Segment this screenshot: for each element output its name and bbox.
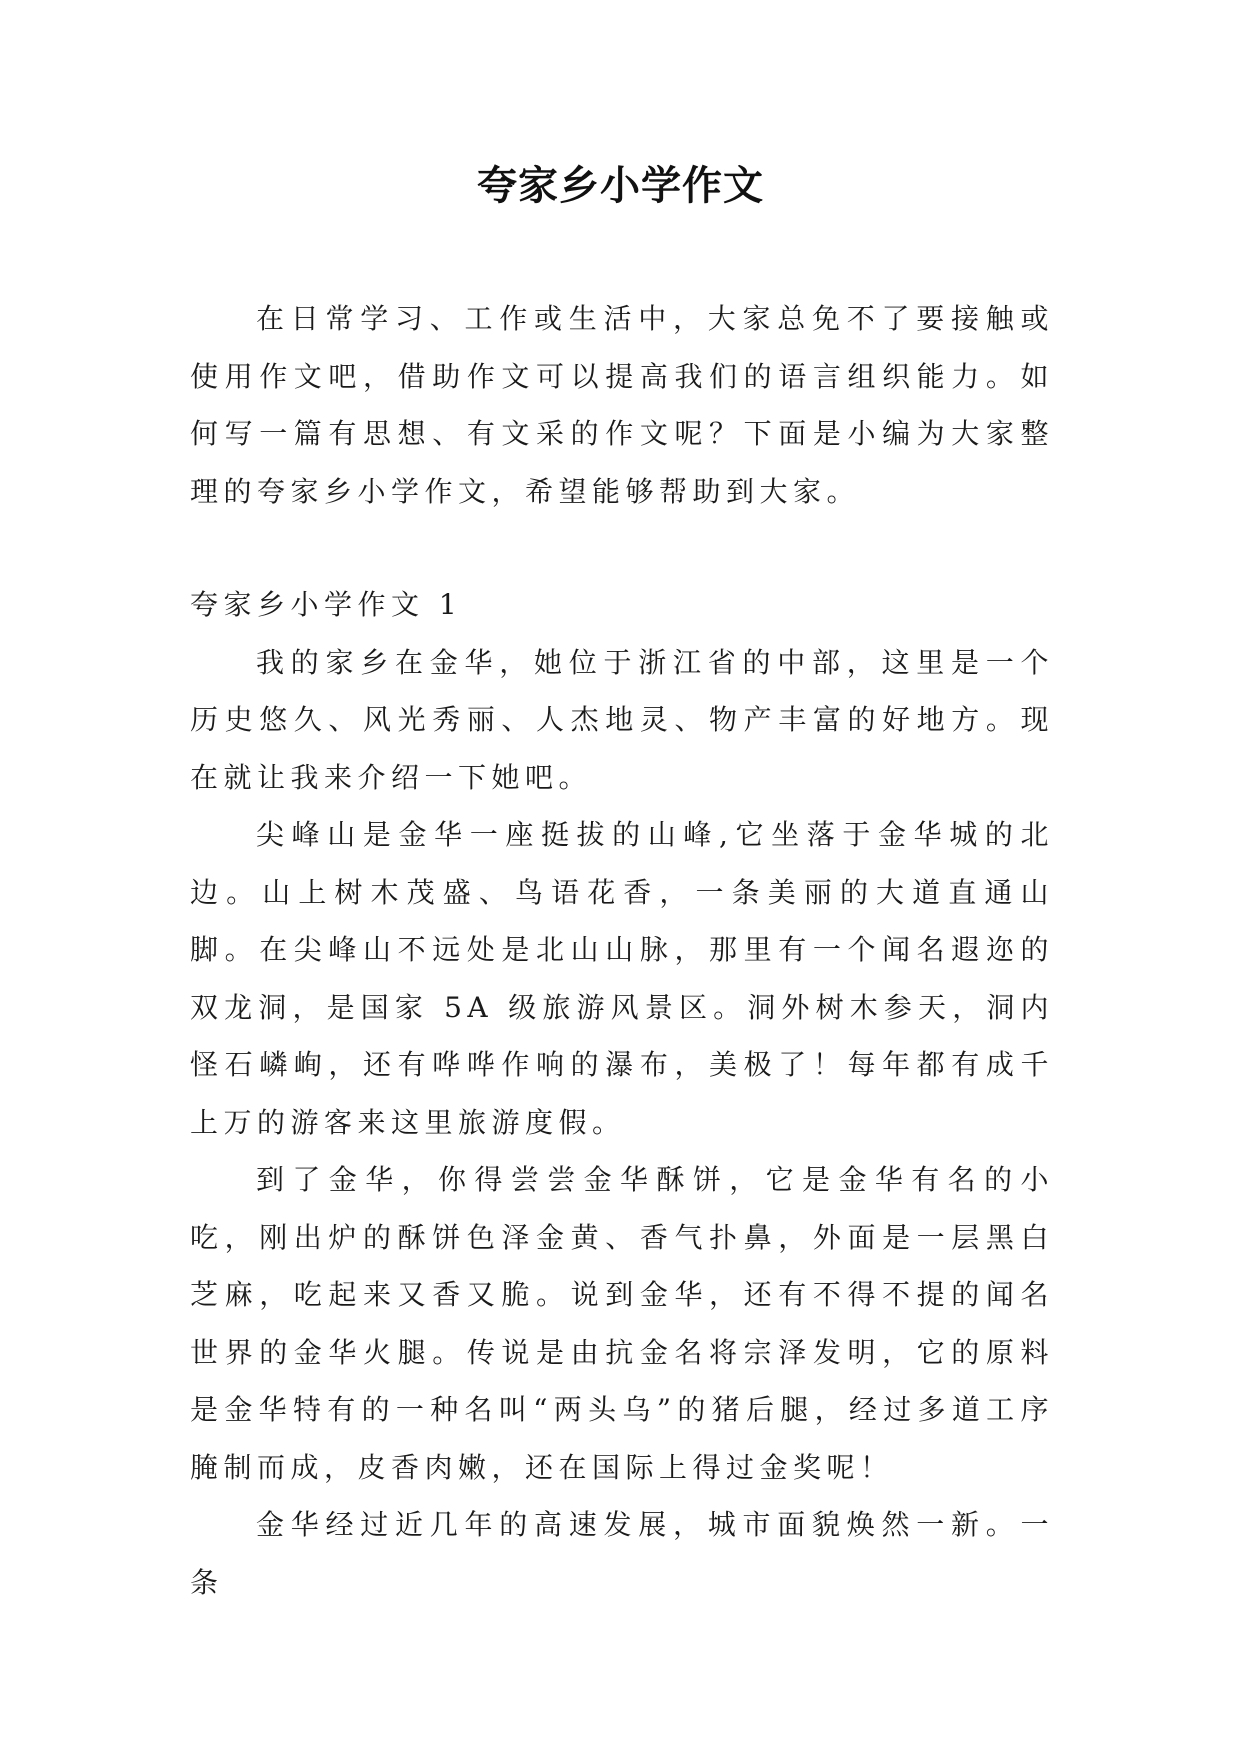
document-body <box>190 290 1054 1611</box>
body-paragraph: 我的家乡在金华，她位于浙江省的中部，这里是一个历史悠久、风光秀丽、人杰地灵、物产丰富的好地方。现在就让我来介绍一下她吧。 <box>190 645 1054 794</box>
body-paragraph: 到了金华，你得尝尝金华酥饼，它是金华有名的小吃，刚出炉的酥饼色泽金黄、香气扑鼻，外面是一层黑白芝麻，吃起来又香又脆。说到金华，还有不得不提的闻名世界的金华火腿。传说是由抗金名将宗泽发明，它的原料是金华特有的一种名叫“两头乌”的猪后腿，经过多道工序腌制而成，皮香肉嫩，还在国际上得过金奖呢！ <box>190 1163 1054 1484</box>
body-paragraph: 尖峰山是金华一座挺拔的山峰,它坐落于金华城的北边。山上树木茂盛、鸟语花香，一条美丽的大道直通山脚。在尖峰山不远处是北山山脉，那里有一个闻名遐迩的双龙洞，是国家 5A 级旅游风景区。洞外树木参天，洞内怪石嶙峋，还有哗哗作响的瀑布，美极了！每年都有成千上万的游客来这里旅游度假。 <box>190 818 1054 1139</box>
section-heading: 夸家乡小学作文 1 <box>190 588 463 621</box>
body-paragraph: 金华经过近几年的高速发展，城市面貌焕然一新。一条 <box>190 1508 1054 1599</box>
intro-paragraph: 在日常学习、工作或生活中，大家总免不了要接触或使用作文吧，借助作文可以提高我们的语言组织能力。如何写一篇有思想、有文采的作文呢？下面是小编为大家整理的夸家乡小学作文，希望能够帮助到大家。 <box>190 302 1054 508</box>
document-title: 夸家乡小学作文 <box>477 163 764 209</box>
